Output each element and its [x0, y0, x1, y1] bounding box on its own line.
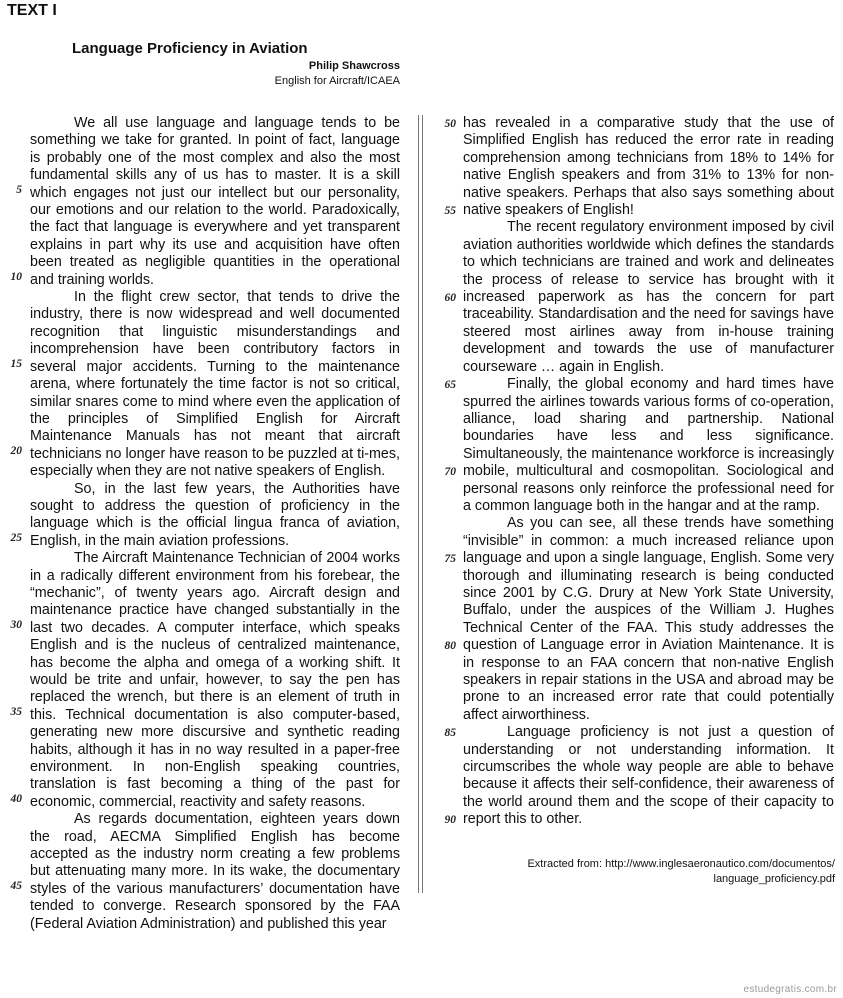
line-number: 85: [444, 727, 456, 739]
line-number: 90: [444, 814, 456, 826]
column-divider: [418, 115, 419, 893]
source-file-line: language_proficiency.pdf: [713, 873, 835, 885]
paragraph: In the flight crew sector, that tends to drive the industry, there is now widespread and well documented recognition that linguistic misunderstandings and incomprehension have been contributory factors in several major accidents. Turning to the maintenance arena, where fortunately the time factor is not so critical, similar snares come to mind where even the application of the principles of Simplified English for Aircraft Maintenance Manuals has not meant that aircraft technicians no longer have reason to be puzzled at ti-mes, especially when they are not native speakers of English.: [30, 289, 400, 480]
line-number: 5: [16, 184, 22, 196]
paragraph: The Aircraft Maintenance Technician of 2004 works in a radically different environment from his forebear, the “mechanic”, of twenty years ago. Aircraft design and maintenance practice have changed substantially in the last two decades. A computer interface, which speaks English and is the nucleus of centralized maintenance, has become the alpha and omega of a working shift. It would be trite and unfair, however, to say the pen has replaced the wrench, but there is an element of truth in this. Technical documentation is also computer-based, generating new more discursive and synthetic reading habits, although it has in no way resulted in a paper-free environment. In non-English speaking countries, translation is fast becoming a thing of the past for economic, commercial, reactivity and safety reasons.: [30, 550, 400, 810]
watermark: estudegratis.com.br: [743, 984, 837, 995]
line-number: 55: [444, 205, 456, 217]
line-number: 10: [10, 271, 22, 283]
paragraph: As regards documentation, eighteen years down the road, AECMA Simplified English has become accepted as the industry norm creating a few problems but attenuating many more. In its wake, the documentary styles of the various manufacturers’ documentation have tended to converge. Research sponsored by the FAA (Federal Aviation Administration) and published this year: [30, 811, 400, 932]
line-number: 65: [444, 379, 456, 391]
paragraph: The recent regulatory environment imposed by civil aviation authorities worldwide which defines the standards to which technicians are trained and work and delineates the process of release to service has brought with it increased paperwork as has the concern for part traceability. Standardisation and the need for savings have steered most airlines away from in-house training development and towards the use of manufacturer courseware … again in English.: [463, 219, 834, 375]
line-number: 15: [10, 358, 22, 370]
paragraph: Language proficiency is not just a question of understanding or not understanding information. It circumscribes the whole way people are able to behave because it affects their self-confidence, their awareness of the world around them and the scope of their capacity to report this to other.: [463, 724, 834, 828]
paragraph: Finally, the global economy and hard times have spurred the airlines towards various forms of co-operation, alliance, load sharing and partnership. National boundaries have less and less significance. Simultaneously, the maintenance workforce is increasingly mobile, multicultural and cosmopolitan. Sociological and personal reasons only reinforce the professional need for a common language both in the hangar and at the ramp.: [463, 376, 834, 514]
line-number: 40: [10, 793, 22, 805]
line-number: 75: [444, 553, 456, 565]
line-number: 25: [10, 532, 22, 544]
article-title: Language Proficiency in Aviation: [72, 40, 308, 57]
source-url-line: Extracted from: http://www.inglesaeronautico.com/documentos/: [527, 858, 835, 870]
line-number: 80: [444, 640, 456, 652]
line-number: 70: [444, 466, 456, 478]
line-number: 30: [10, 619, 22, 631]
text-label: TEXT I: [7, 2, 57, 19]
line-number: 35: [10, 706, 22, 718]
left-column: [30, 115, 400, 933]
article-author: Philip Shawcross: [308, 60, 400, 72]
line-number: 60: [444, 292, 456, 304]
paragraph: has revealed in a comparative study that the use of Simplified English has reduced the error rate in reading comprehension among technicians from 18% to 14% for native English speakers and from 31% to 13% for non-native speakers. Perhaps that also says something about native speakers of English!: [463, 115, 834, 219]
column-divider: [422, 115, 423, 893]
line-number: 45: [10, 880, 22, 892]
paragraph: As you can see, all these trends have something “invisible” in common: a much increased reliance upon language and upon a single language, English. Some very thorough and illuminating research is being conducted since 2001 by C.G. Drury at New York State University, Buffalo, under the auspices of the William J. Hughes Technical Center of the FAA. This study addresses the question of Language error in Aviation Maintenance. It is in response to an FAA concern that non-native English speakers in repair stations in the USA and abroad may be prone to an increased error rate that could potentially affect airworthiness.: [463, 515, 834, 723]
author-affiliation: English for Aircraft/ICAEA: [274, 75, 400, 87]
source-citation: [527, 857, 835, 887]
line-number: 20: [10, 445, 22, 457]
paragraph: So, in the last few years, the Authorities have sought to address the question of proficiency in the language which is the official lingua franca of aviation, English, in the main aviation professions.: [30, 480, 400, 549]
right-column: [463, 115, 834, 829]
paragraph: We all use language and language tends to be something we take for granted. In point of fact, language is probably one of the most complex and also the most fundamental skills any of us has to master. It is a skill which engages not just our intellect but our personality, our emotions and our relation to the world. Paradoxically, the fact that language is everywhere and yet transparent explains in part why its use and acquisition have often been treated as negligible quantities in the operational and training worlds.: [30, 115, 400, 288]
line-number: 50: [444, 118, 456, 130]
